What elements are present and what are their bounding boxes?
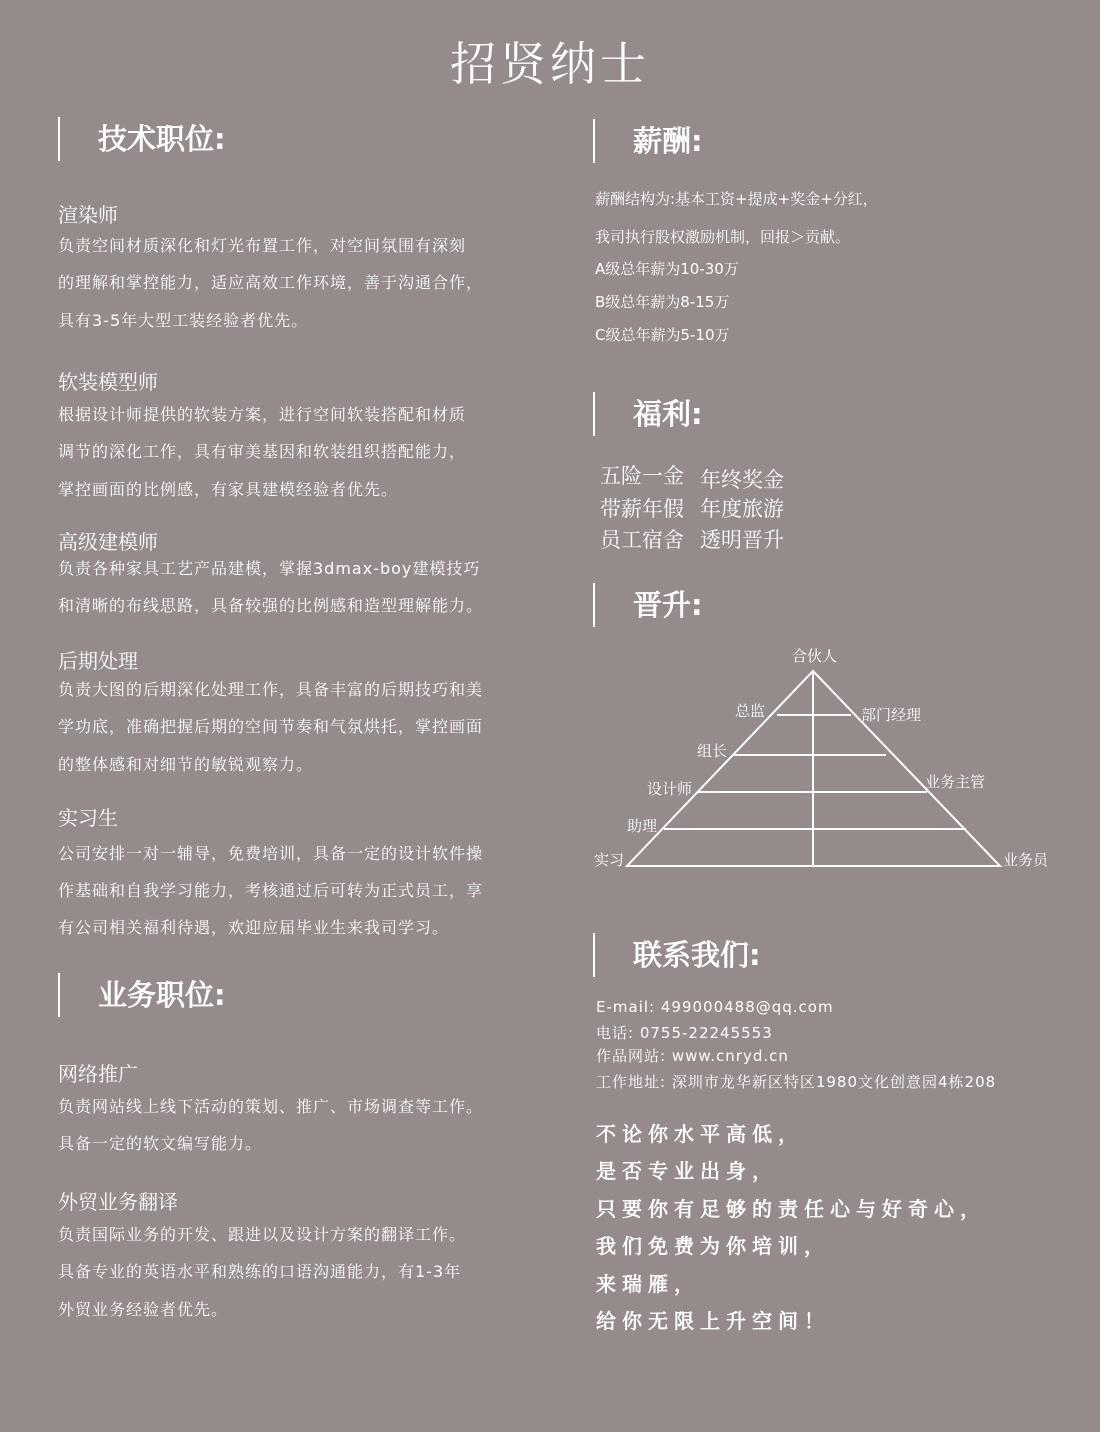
pyramid-label-director: 总监 (735, 702, 766, 720)
job-desc-line: 具备一定的软文编写能力。 (58, 1134, 263, 1153)
pyramid-label-assistant: 助理 (627, 817, 658, 835)
salary-line: 薪酬结构为:基本工资+提成+奖金+分红， (595, 190, 878, 208)
benefit-item: 年终奖金 (700, 468, 784, 492)
job-desc-line: 负责各种家具工艺产品建模，掌握3dmax-boy建模技巧 (58, 559, 481, 578)
contact-phone: 电话: 0755-22245553 (596, 1024, 773, 1042)
salary-line: C级总年薪为5-10万 (595, 326, 730, 344)
slogan-line: 只要你有足够的责任心与好奇心， (596, 1197, 986, 1221)
promotion-heading: 晋升: (593, 583, 895, 627)
job-desc-line: 有公司相关福利待遇，欢迎应届毕业生来我司学习。 (58, 918, 450, 937)
job-desc-line: 具备专业的英语水平和熟练的口语沟通能力，有1-3年 (58, 1262, 462, 1281)
salary-heading: 薪酬: (593, 119, 895, 163)
pyramid-label-partner: 合伙人 (792, 647, 838, 665)
job-desc-line: 的理解和掌控能力，适应高效工作环境，善于沟通合作， (58, 273, 484, 292)
job-desc-line: 公司安排一对一辅导，免费培训，具备一定的设计软件操 (58, 844, 484, 863)
benefit-item: 年度旅游 (700, 497, 784, 521)
slogan-line: 来瑞雁， (596, 1272, 700, 1296)
benefit-item: 透明晋升 (700, 528, 784, 552)
business-positions-heading: 业务职位: (58, 973, 360, 1017)
job-desc-line: 的整体感和对细节的敏锐观察力。 (58, 755, 314, 774)
slogan-line: 给你无限上升空间！ (596, 1309, 830, 1333)
job-title-post-processing: 后期处理 (58, 649, 138, 673)
job-title-trade-translator: 外贸业务翻译 (58, 1190, 178, 1214)
pyramid-label-dept-manager: 部门经理 (861, 706, 922, 724)
job-desc-line: 和清晰的布线思路，具备较强的比例感和造型理解能力。 (58, 596, 484, 615)
pyramid-label-team-lead: 组长 (697, 742, 728, 760)
job-title-renderer: 渲染师 (58, 203, 118, 227)
benefits-heading: 福利: (593, 392, 895, 436)
job-desc-line: 负责国际业务的开发、跟进以及设计方案的翻译工作。 (58, 1225, 467, 1244)
job-title-senior-modeler: 高级建模师 (58, 530, 158, 554)
pyramid-label-salesperson: 业务员 (1003, 851, 1049, 869)
benefit-item: 员工宿舍 (600, 528, 684, 552)
benefit-item: 五险一金 (600, 464, 684, 488)
job-title-soft-modeler: 软装模型师 (58, 370, 158, 394)
salary-line: 我司执行股权激励机制，回报＞贡献。 (595, 228, 851, 246)
job-desc-line: 作基础和自我学习能力，考核通过后可转为正式员工，享 (58, 881, 484, 900)
salary-line: A级总年薪为10-30万 (595, 260, 739, 278)
page-title: 招贤纳士 (450, 37, 650, 91)
job-desc-line: 学功底，准确把握后期的空间节奏和气氛烘托，掌控画面 (58, 717, 484, 736)
job-desc-line: 掌控画面的比例感，有家具建模经验者优先。 (58, 480, 399, 499)
job-desc-line: 外贸业务经验者优先。 (58, 1300, 229, 1319)
pyramid-label-intern: 实习 (594, 851, 625, 869)
benefit-item: 带薪年假 (600, 497, 684, 521)
job-desc-line: 根据设计师提供的软装方案，进行空间软装搭配和材质 (58, 405, 467, 424)
slogan-line: 不论你水平高低， (596, 1122, 804, 1146)
job-desc-line: 负责网站线上线下活动的策划、推广、市场调查等工作。 (58, 1097, 484, 1116)
slogan-line: 我们免费为你培训， (596, 1234, 830, 1258)
pyramid-label-designer: 设计师 (647, 780, 693, 798)
job-desc-line: 负责大图的后期深化处理工作，具备丰富的后期技巧和美 (58, 680, 484, 699)
job-desc-line: 调节的深化工作，具有审美基因和软装组织搭配能力， (58, 442, 467, 461)
contact-heading: 联系我们: (593, 933, 895, 977)
contact-address: 工作地址: 深圳市龙华新区特区1980文化创意园4栋208 (596, 1073, 997, 1091)
contact-website: 作品网站: www.cnryd.cn (596, 1047, 789, 1065)
job-desc-line: 负责空间材质深化和灯光布置工作，对空间氛围有深刻 (58, 236, 467, 255)
slogan-line: 是否专业出身， (596, 1159, 778, 1183)
tech-positions-heading: 技术职位: (58, 117, 360, 161)
pyramid-label-sales-supervisor: 业务主管 (925, 773, 986, 791)
job-title-online-promotion: 网络推广 (58, 1062, 138, 1086)
job-title-intern: 实习生 (58, 806, 118, 830)
contact-email: E-mail: 499000488@qq.com (596, 998, 834, 1016)
salary-line: B级总年薪为8-15万 (595, 293, 730, 311)
job-desc-line: 具有3-5年大型工装经验者优先。 (58, 311, 309, 330)
